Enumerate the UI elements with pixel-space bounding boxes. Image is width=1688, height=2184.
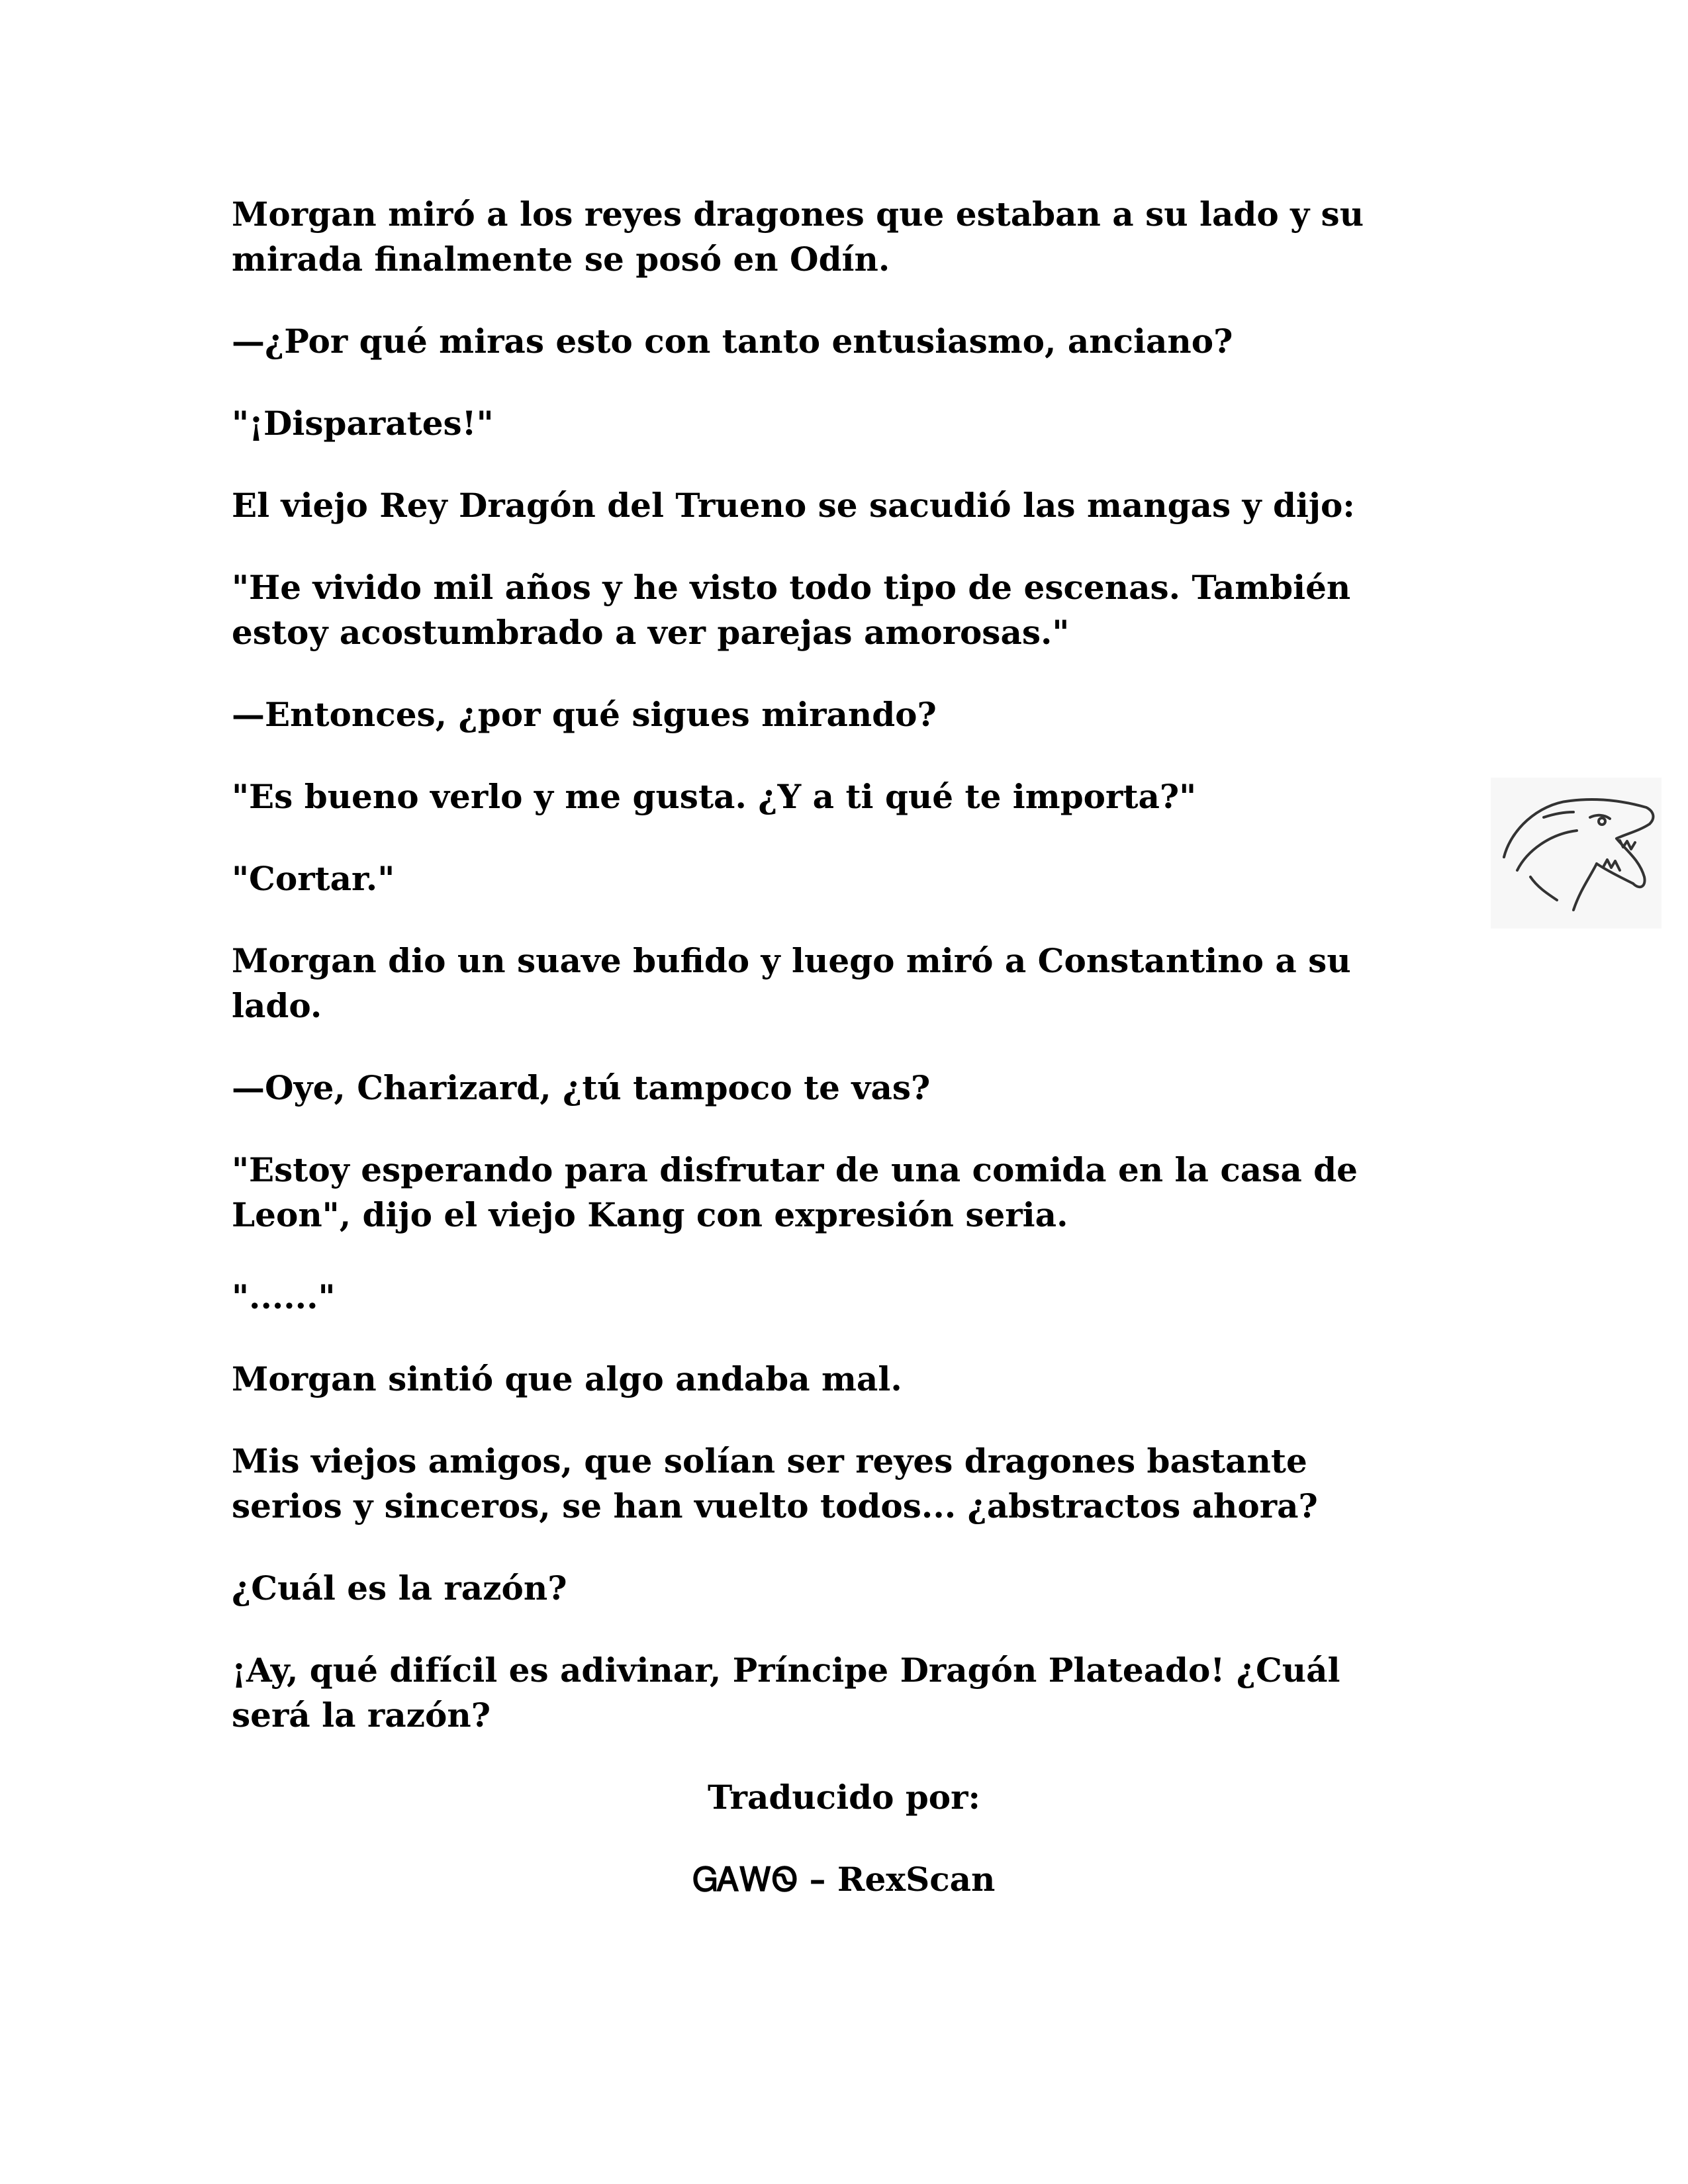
paragraph: —¿Por qué miras esto con tanto entusiasmo, anciano? bbox=[232, 322, 1233, 361]
paragraph: Morgan miró a los reyes dragones que estaban a su lado y su mirada finalmente se posó en Odín. bbox=[232, 195, 1364, 279]
paragraph: El viejo Rey Dragón del Trueno se sacudió las mangas y dijo: bbox=[232, 486, 1355, 525]
credits-block bbox=[0, 1775, 1688, 1902]
paragraph: ¡Ay, qué difícil es adivinar, Príncipe Dragón Plateado! ¿Cuál será la razón? bbox=[232, 1651, 1340, 1735]
credits-label: Traducido por: bbox=[708, 1778, 980, 1817]
paragraph: —Oye, Charizard, ¿tú tampoco te vas? bbox=[232, 1068, 931, 1107]
paragraph: "He vivido mil años y he visto todo tipo de escenas. También estoy acostumbrado a ver parejas amorosas." bbox=[232, 568, 1351, 652]
paragraph: Morgan sintió que algo andaba mal. bbox=[232, 1359, 902, 1398]
paragraph: "¡Disparates!" bbox=[232, 404, 494, 443]
chapter-text bbox=[232, 192, 1417, 1902]
paragraph: ¿Cuál es la razón? bbox=[232, 1569, 567, 1608]
translator-credit: ᏀᎪᎳᏫ – RexScan bbox=[692, 1860, 996, 1899]
dinosaur-head-sketch-icon bbox=[1491, 778, 1662, 929]
paragraph: —Entonces, ¿por qué sigues mirando? bbox=[232, 695, 937, 734]
paragraph: "Es bueno verlo y me gusta. ¿Y a ti qué te importa?" bbox=[232, 777, 1197, 816]
paragraph: "......" bbox=[232, 1277, 336, 1316]
paragraph: "Estoy esperando para disfrutar de una comida en la casa de Leon", dijo el viejo Kang con expresión seria. bbox=[232, 1150, 1358, 1234]
paragraph: "Cortar." bbox=[232, 859, 395, 898]
paragraph: Mis viejos amigos, que solían ser reyes dragones bastante serios y sinceros, se han vuelto todos... ¿abstractos ahora? bbox=[232, 1441, 1318, 1525]
paragraph: Morgan dio un suave bufido y luego miró a Constantino a su lado. bbox=[232, 941, 1351, 1025]
